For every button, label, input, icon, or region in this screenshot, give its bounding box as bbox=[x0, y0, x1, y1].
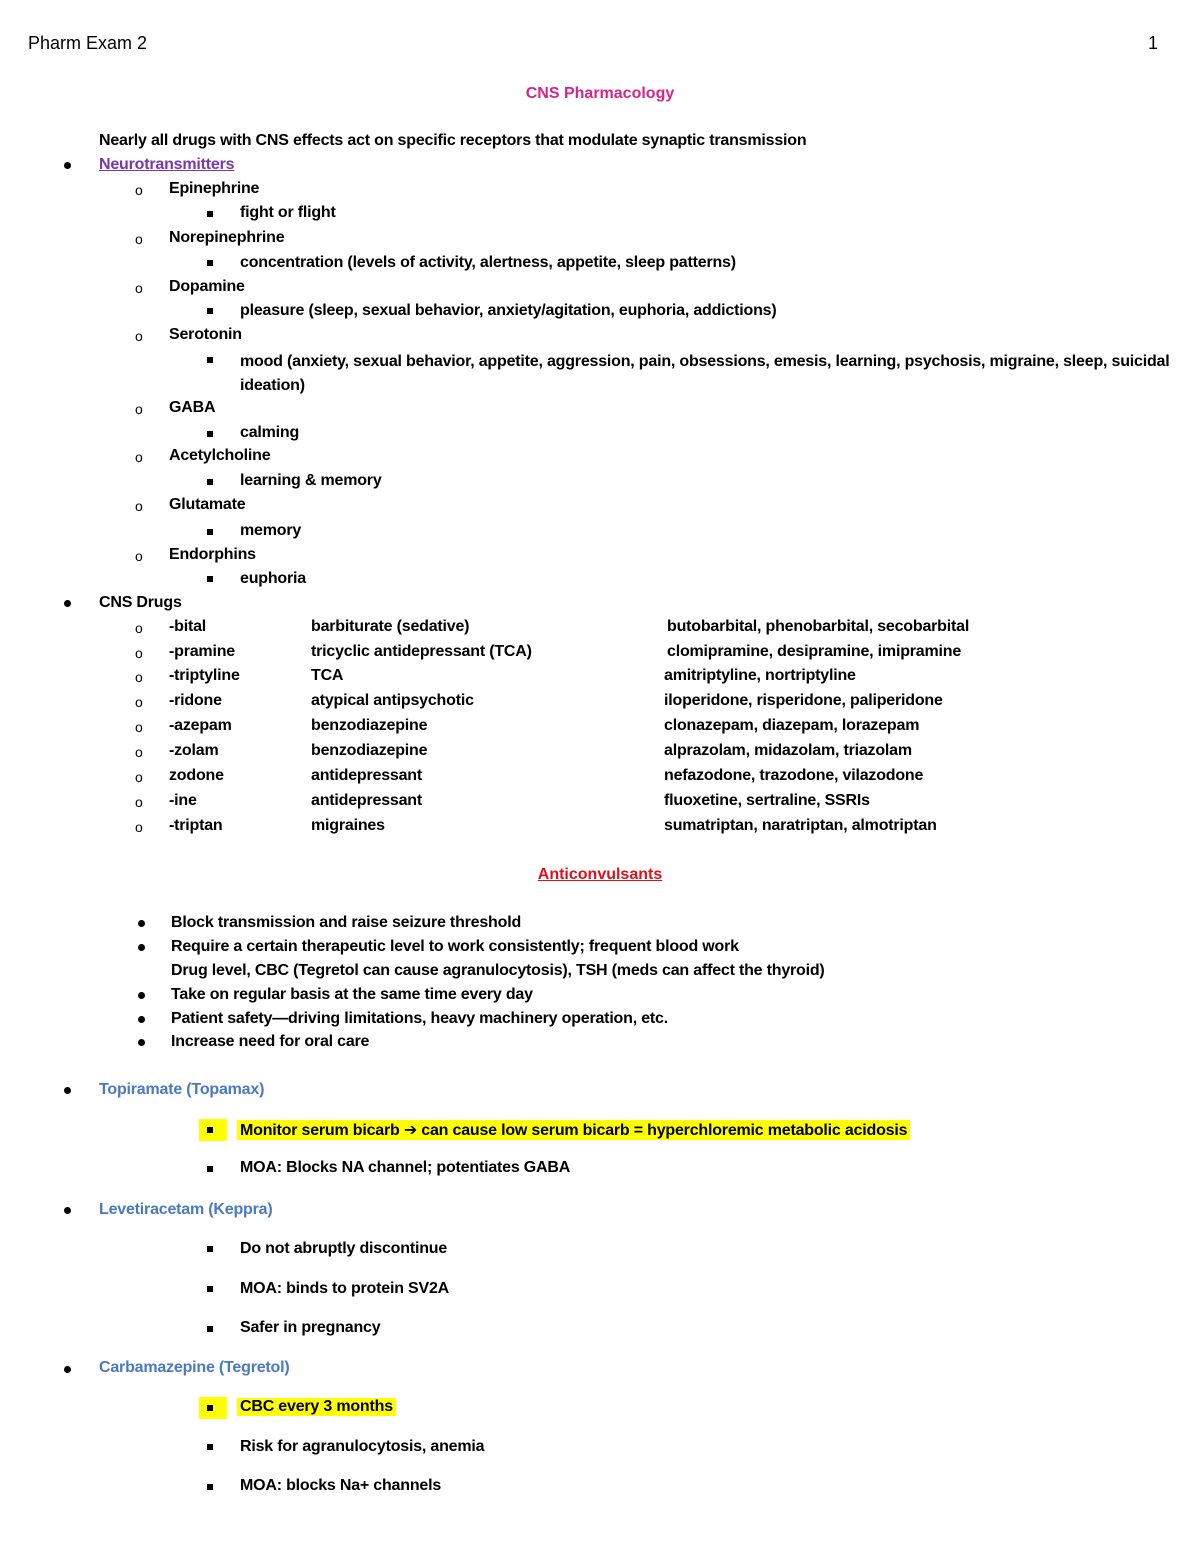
neurotransmitters-heading: Neurotransmitters bbox=[99, 156, 235, 173]
circle-bullet: o bbox=[135, 744, 143, 760]
square-bullet bbox=[207, 576, 213, 582]
neuro-name: Serotonin bbox=[169, 326, 242, 343]
levetiracetam-note: MOA: binds to protein SV2A bbox=[240, 1280, 450, 1297]
drug-suffix: -bital bbox=[169, 618, 207, 635]
highlight-marker bbox=[199, 1397, 227, 1419]
neuro-desc: memory bbox=[240, 522, 302, 539]
square-bullet bbox=[207, 1484, 213, 1490]
levetiracetam-note: Safer in pregnancy bbox=[240, 1319, 381, 1336]
neuro-name: GABA bbox=[169, 399, 216, 416]
anticonvulsants-title: Anticonvulsants bbox=[537, 866, 663, 883]
anticonvulsant-point: Drug level, CBC (Tegretol can cause agranulocytosis), TSH (meds can affect the thyroid) bbox=[171, 962, 825, 979]
square-bullet bbox=[207, 1405, 213, 1411]
highlight-marker bbox=[199, 1119, 227, 1141]
circle-bullet: o bbox=[135, 769, 143, 785]
drug-examples: iloperidone, risperidone, paliperidone bbox=[664, 692, 943, 709]
circle-bullet: o bbox=[135, 669, 143, 685]
circle-bullet: o bbox=[135, 231, 143, 247]
bullet-dot bbox=[138, 992, 145, 999]
drug-suffix: -triptan bbox=[169, 817, 223, 834]
circle-bullet: o bbox=[135, 620, 143, 636]
drug-examples: clonazepam, diazepam, lorazepam bbox=[664, 717, 920, 734]
square-bullet bbox=[207, 1444, 213, 1450]
drug-examples: sumatriptan, naratriptan, almotriptan bbox=[664, 817, 937, 834]
circle-bullet: o bbox=[135, 401, 143, 417]
drug-class: benzodiazepine bbox=[311, 742, 428, 759]
square-bullet bbox=[207, 431, 213, 437]
drug-class: tricyclic antidepressant (TCA) bbox=[311, 643, 532, 660]
drug-examples: nefazodone, trazodone, vilazodone bbox=[664, 767, 924, 784]
square-bullet bbox=[207, 260, 213, 266]
circle-bullet: o bbox=[135, 280, 143, 296]
bullet-dot bbox=[64, 162, 71, 169]
neuro-name: Norepinephrine bbox=[169, 229, 285, 246]
neuro-name: Glutamate bbox=[169, 496, 246, 513]
drug-examples: alprazolam, midazolam, triazolam bbox=[664, 742, 912, 759]
drug-suffix: zodone bbox=[169, 767, 224, 784]
neuro-desc: learning & memory bbox=[240, 472, 382, 489]
square-bullet bbox=[207, 1326, 213, 1332]
square-bullet bbox=[207, 1127, 213, 1133]
square-bullet bbox=[207, 1166, 213, 1172]
square-bullet bbox=[207, 211, 213, 217]
neuro-name: Dopamine bbox=[169, 278, 245, 295]
neuro-desc: euphoria bbox=[240, 570, 306, 587]
anticonvulsant-point: Require a certain therapeutic level to work consistently; frequent blood work bbox=[171, 938, 739, 955]
drug-class: atypical antipsychotic bbox=[311, 692, 474, 709]
carbamazepine-note: Risk for agranulocytosis, anemia bbox=[240, 1438, 485, 1455]
drug-class: benzodiazepine bbox=[311, 717, 428, 734]
neuro-desc: mood (anxiety, sexual behavior, appetite, aggression, pain, obsessions, emesis, learning, psychosis, migraine, sleep, suicidal ideation) bbox=[240, 353, 1170, 394]
square-bullet bbox=[207, 479, 213, 485]
drug-suffix: -triptyline bbox=[169, 667, 240, 684]
circle-bullet: o bbox=[135, 719, 143, 735]
neuro-name: Epinephrine bbox=[169, 180, 260, 197]
page-number: 1 bbox=[1148, 33, 1159, 53]
cns-intro: Nearly all drugs with CNS effects act on specific receptors that modulate synaptic transmission bbox=[99, 132, 807, 149]
bullet-dot bbox=[64, 1087, 71, 1094]
drug-suffix: -ridone bbox=[169, 692, 222, 709]
drug-class: barbiturate (sedative) bbox=[311, 618, 470, 635]
drug-examples: clomipramine, desipramine, imipramine bbox=[667, 643, 962, 660]
bullet-dot bbox=[138, 1039, 145, 1046]
circle-bullet: o bbox=[135, 498, 143, 514]
drug-suffix: -ine bbox=[169, 792, 197, 809]
neuro-desc: fight or flight bbox=[240, 204, 336, 221]
drug-suffix: -zolam bbox=[169, 742, 219, 759]
drug-examples: amitriptyline, nortriptyline bbox=[664, 667, 856, 684]
circle-bullet: o bbox=[135, 819, 143, 835]
neuro-desc: pleasure (sleep, sexual behavior, anxiety/agitation, euphoria, addictions) bbox=[240, 302, 777, 319]
circle-bullet: o bbox=[135, 182, 143, 198]
drug-class: antidepressant bbox=[311, 792, 423, 809]
bullet-dot bbox=[64, 1207, 71, 1214]
circle-bullet: o bbox=[135, 794, 143, 810]
anticonvulsant-point: Patient safety—driving limitations, heavy machinery operation, etc. bbox=[171, 1010, 668, 1027]
bullet-dot bbox=[138, 944, 145, 951]
anticonvulsant-point: Take on regular basis at the same time every day bbox=[171, 986, 533, 1003]
bullet-dot bbox=[138, 1016, 145, 1023]
drug-suffix: -pramine bbox=[169, 643, 235, 660]
drug-examples: fluoxetine, sertraline, SSRIs bbox=[664, 792, 870, 809]
square-bullet bbox=[207, 357, 213, 363]
drug-class: migraines bbox=[311, 817, 385, 834]
bullet-dot bbox=[64, 600, 71, 607]
circle-bullet: o bbox=[135, 328, 143, 344]
circle-bullet: o bbox=[135, 449, 143, 465]
bullet-dot bbox=[64, 1366, 71, 1373]
anticonvulsant-point: Increase need for oral care bbox=[171, 1033, 370, 1050]
bullet-dot bbox=[138, 920, 145, 927]
square-bullet bbox=[207, 1246, 213, 1252]
circle-bullet: o bbox=[135, 645, 143, 661]
drug-class: TCA bbox=[311, 667, 344, 684]
square-bullet bbox=[207, 308, 213, 314]
levetiracetam-note: Do not abruptly discontinue bbox=[240, 1240, 448, 1257]
topiramate-note: Monitor serum bicarb ➔ can cause low serum bicarb = hyperchloremic metabolic acidosis bbox=[237, 1120, 910, 1140]
drug-heading-topiramate: Topiramate (Topamax) bbox=[99, 1081, 265, 1098]
neuro-desc: calming bbox=[240, 424, 300, 441]
cns-title: CNS Pharmacology bbox=[525, 85, 675, 102]
neuro-name: Endorphins bbox=[169, 546, 256, 563]
carbamazepine-note: CBC every 3 months bbox=[237, 1398, 396, 1416]
neuro-name: Acetylcholine bbox=[169, 447, 271, 464]
square-bullet bbox=[207, 1286, 213, 1292]
drug-heading-levetiracetam: Levetiracetam (Keppra) bbox=[99, 1201, 273, 1218]
circle-bullet: o bbox=[135, 694, 143, 710]
square-bullet bbox=[207, 529, 213, 535]
neuro-desc: concentration (levels of activity, alertness, appetite, sleep patterns) bbox=[240, 254, 736, 271]
circle-bullet: o bbox=[135, 548, 143, 564]
cns-drugs-heading: CNS Drugs bbox=[99, 594, 182, 611]
drug-class: antidepressant bbox=[311, 767, 423, 784]
anticonvulsant-point: Block transmission and raise seizure threshold bbox=[171, 914, 522, 931]
drug-suffix: -azepam bbox=[169, 717, 232, 734]
drug-examples: butobarbital, phenobarbital, secobarbital bbox=[667, 618, 970, 635]
carbamazepine-note: MOA: blocks Na+ channels bbox=[240, 1477, 442, 1494]
header-title: Pharm Exam 2 bbox=[28, 33, 148, 53]
drug-heading-carbamazepine: Carbamazepine (Tegretol) bbox=[99, 1359, 290, 1376]
topiramate-note: MOA: Blocks NA channel; potentiates GABA bbox=[240, 1159, 571, 1176]
